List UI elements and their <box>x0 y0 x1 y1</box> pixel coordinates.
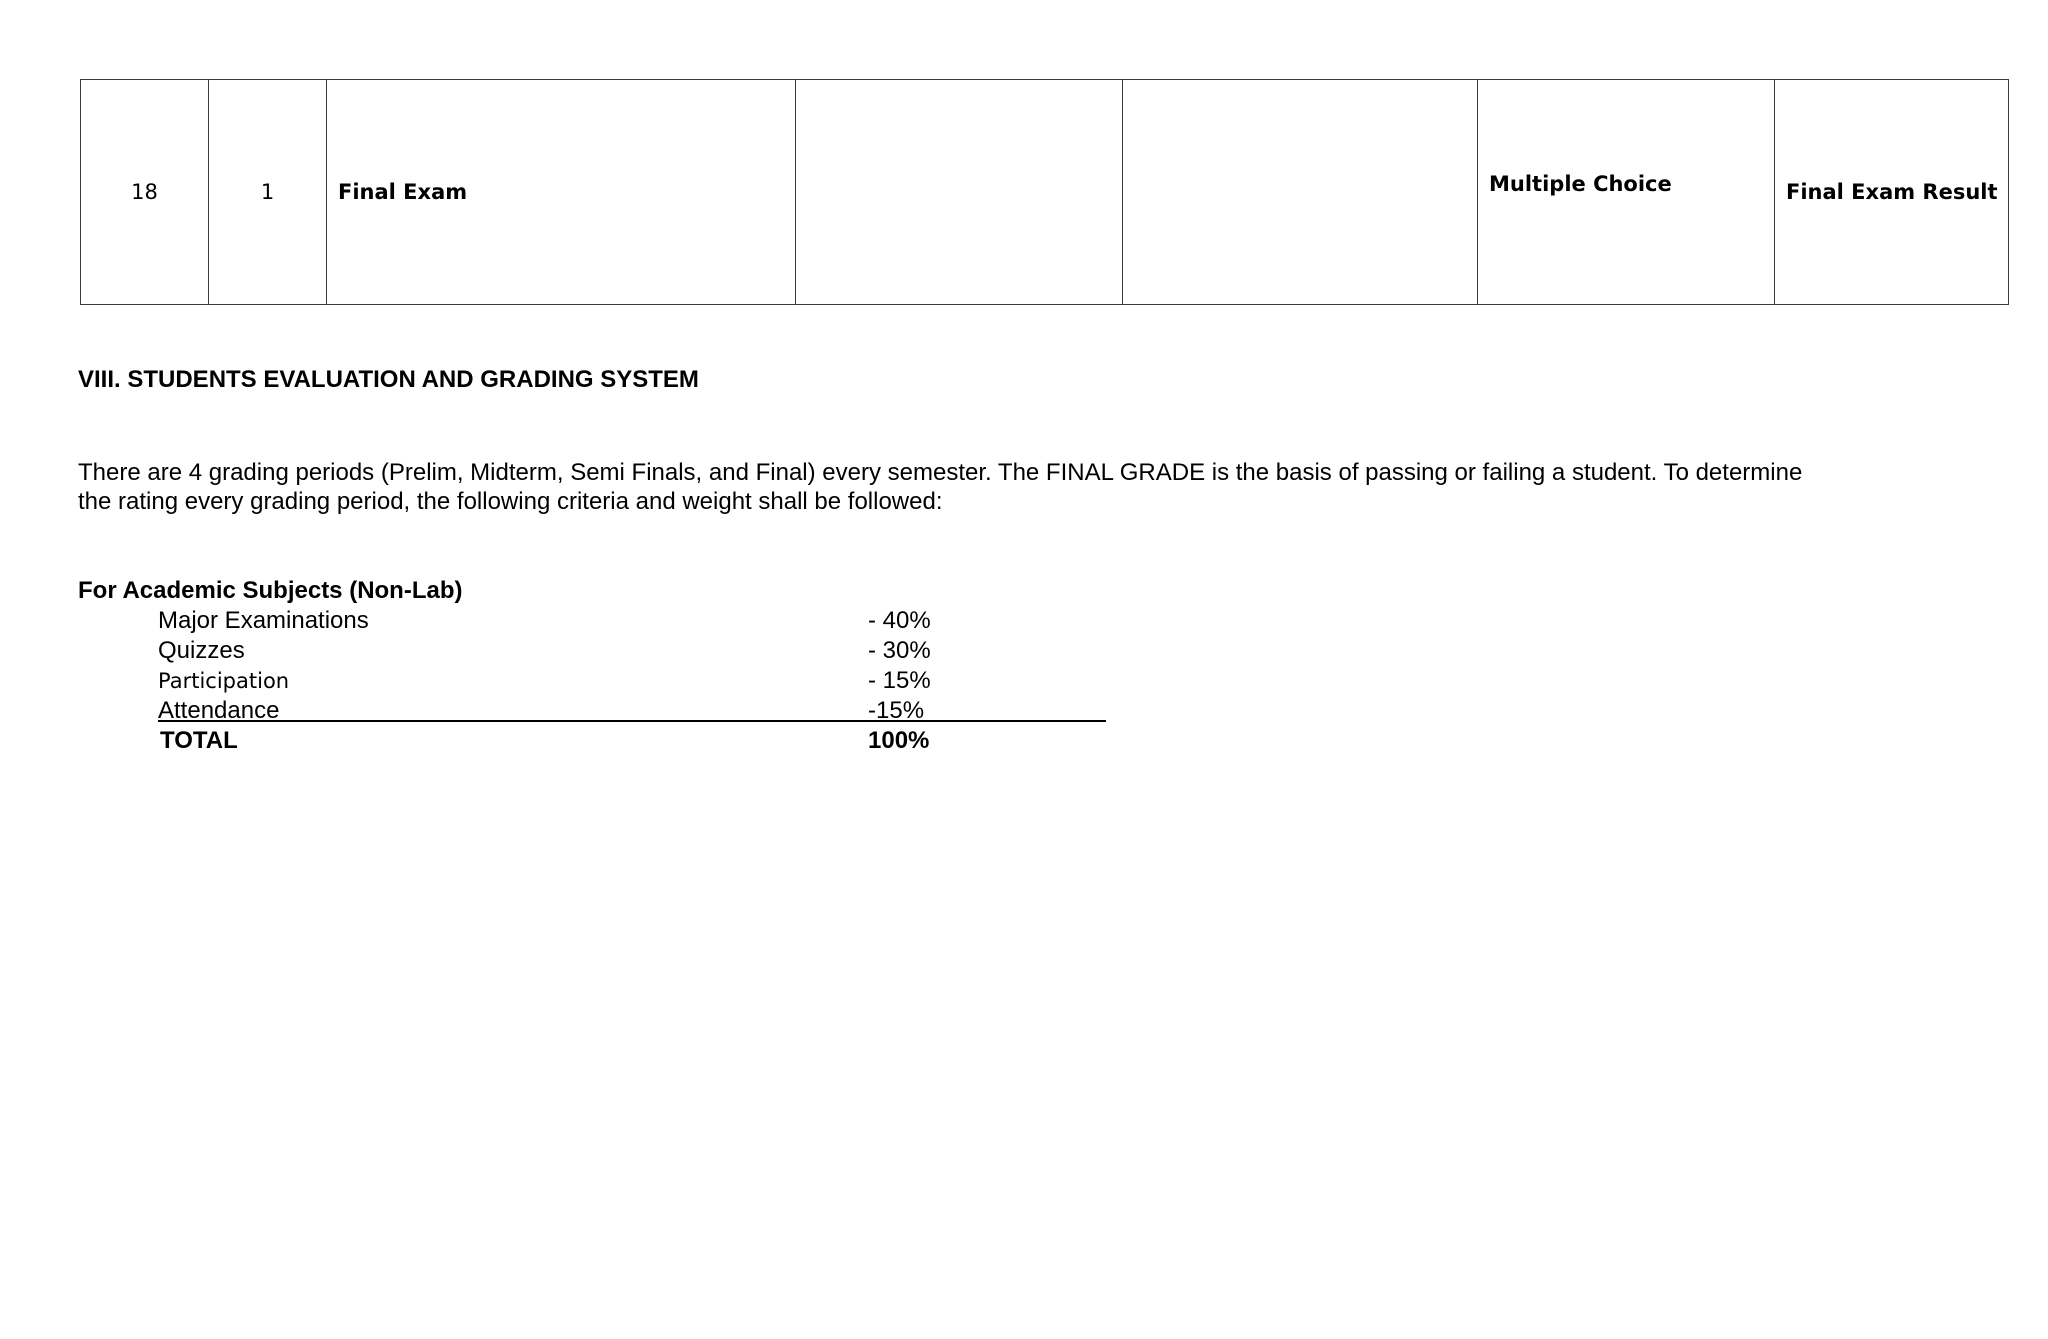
criterion-label: Participation <box>158 669 290 693</box>
topic-cell: Final Exam <box>327 80 796 305</box>
criterion-label: Major Examinations <box>158 607 369 634</box>
empty-cell <box>1123 80 1478 305</box>
criterion-weight: - 15% <box>868 667 931 694</box>
empty-cell <box>796 80 1123 305</box>
criterion-weight: - 30% <box>868 637 931 664</box>
grading-paragraph: There are 4 grading periods (Prelim, Midterm, Semi Finals, and Final) every semester. The FINAL GRADE is the basis of passing or failing a student. To determine the rating every grading period, the following criteria and weight shall be followed: <box>78 459 1803 515</box>
total-label: TOTAL <box>160 727 238 754</box>
hours-cell: 1 <box>209 80 327 305</box>
criterion-label: Quizzes <box>158 637 245 664</box>
criterion-weight: - 40% <box>868 607 931 634</box>
assessment-text: Multiple Choice <box>1489 172 1672 196</box>
criterion-label: Attendance <box>158 697 280 724</box>
output-cell: Final Exam Result <box>1775 80 2009 305</box>
section-heading: VIII. STUDENTS EVALUATION AND GRADING SYSTEM <box>78 366 699 393</box>
table-row <box>81 80 2009 305</box>
total-divider <box>158 720 1106 722</box>
total-value: 100% <box>868 727 930 754</box>
criterion-weight: -15% <box>868 697 925 724</box>
week-cell: 18 <box>81 80 209 305</box>
grading-subheading: For Academic Subjects (Non-Lab) <box>78 577 463 604</box>
syllabus-schedule-table <box>80 79 2009 305</box>
assessment-cell <box>1478 80 1775 305</box>
